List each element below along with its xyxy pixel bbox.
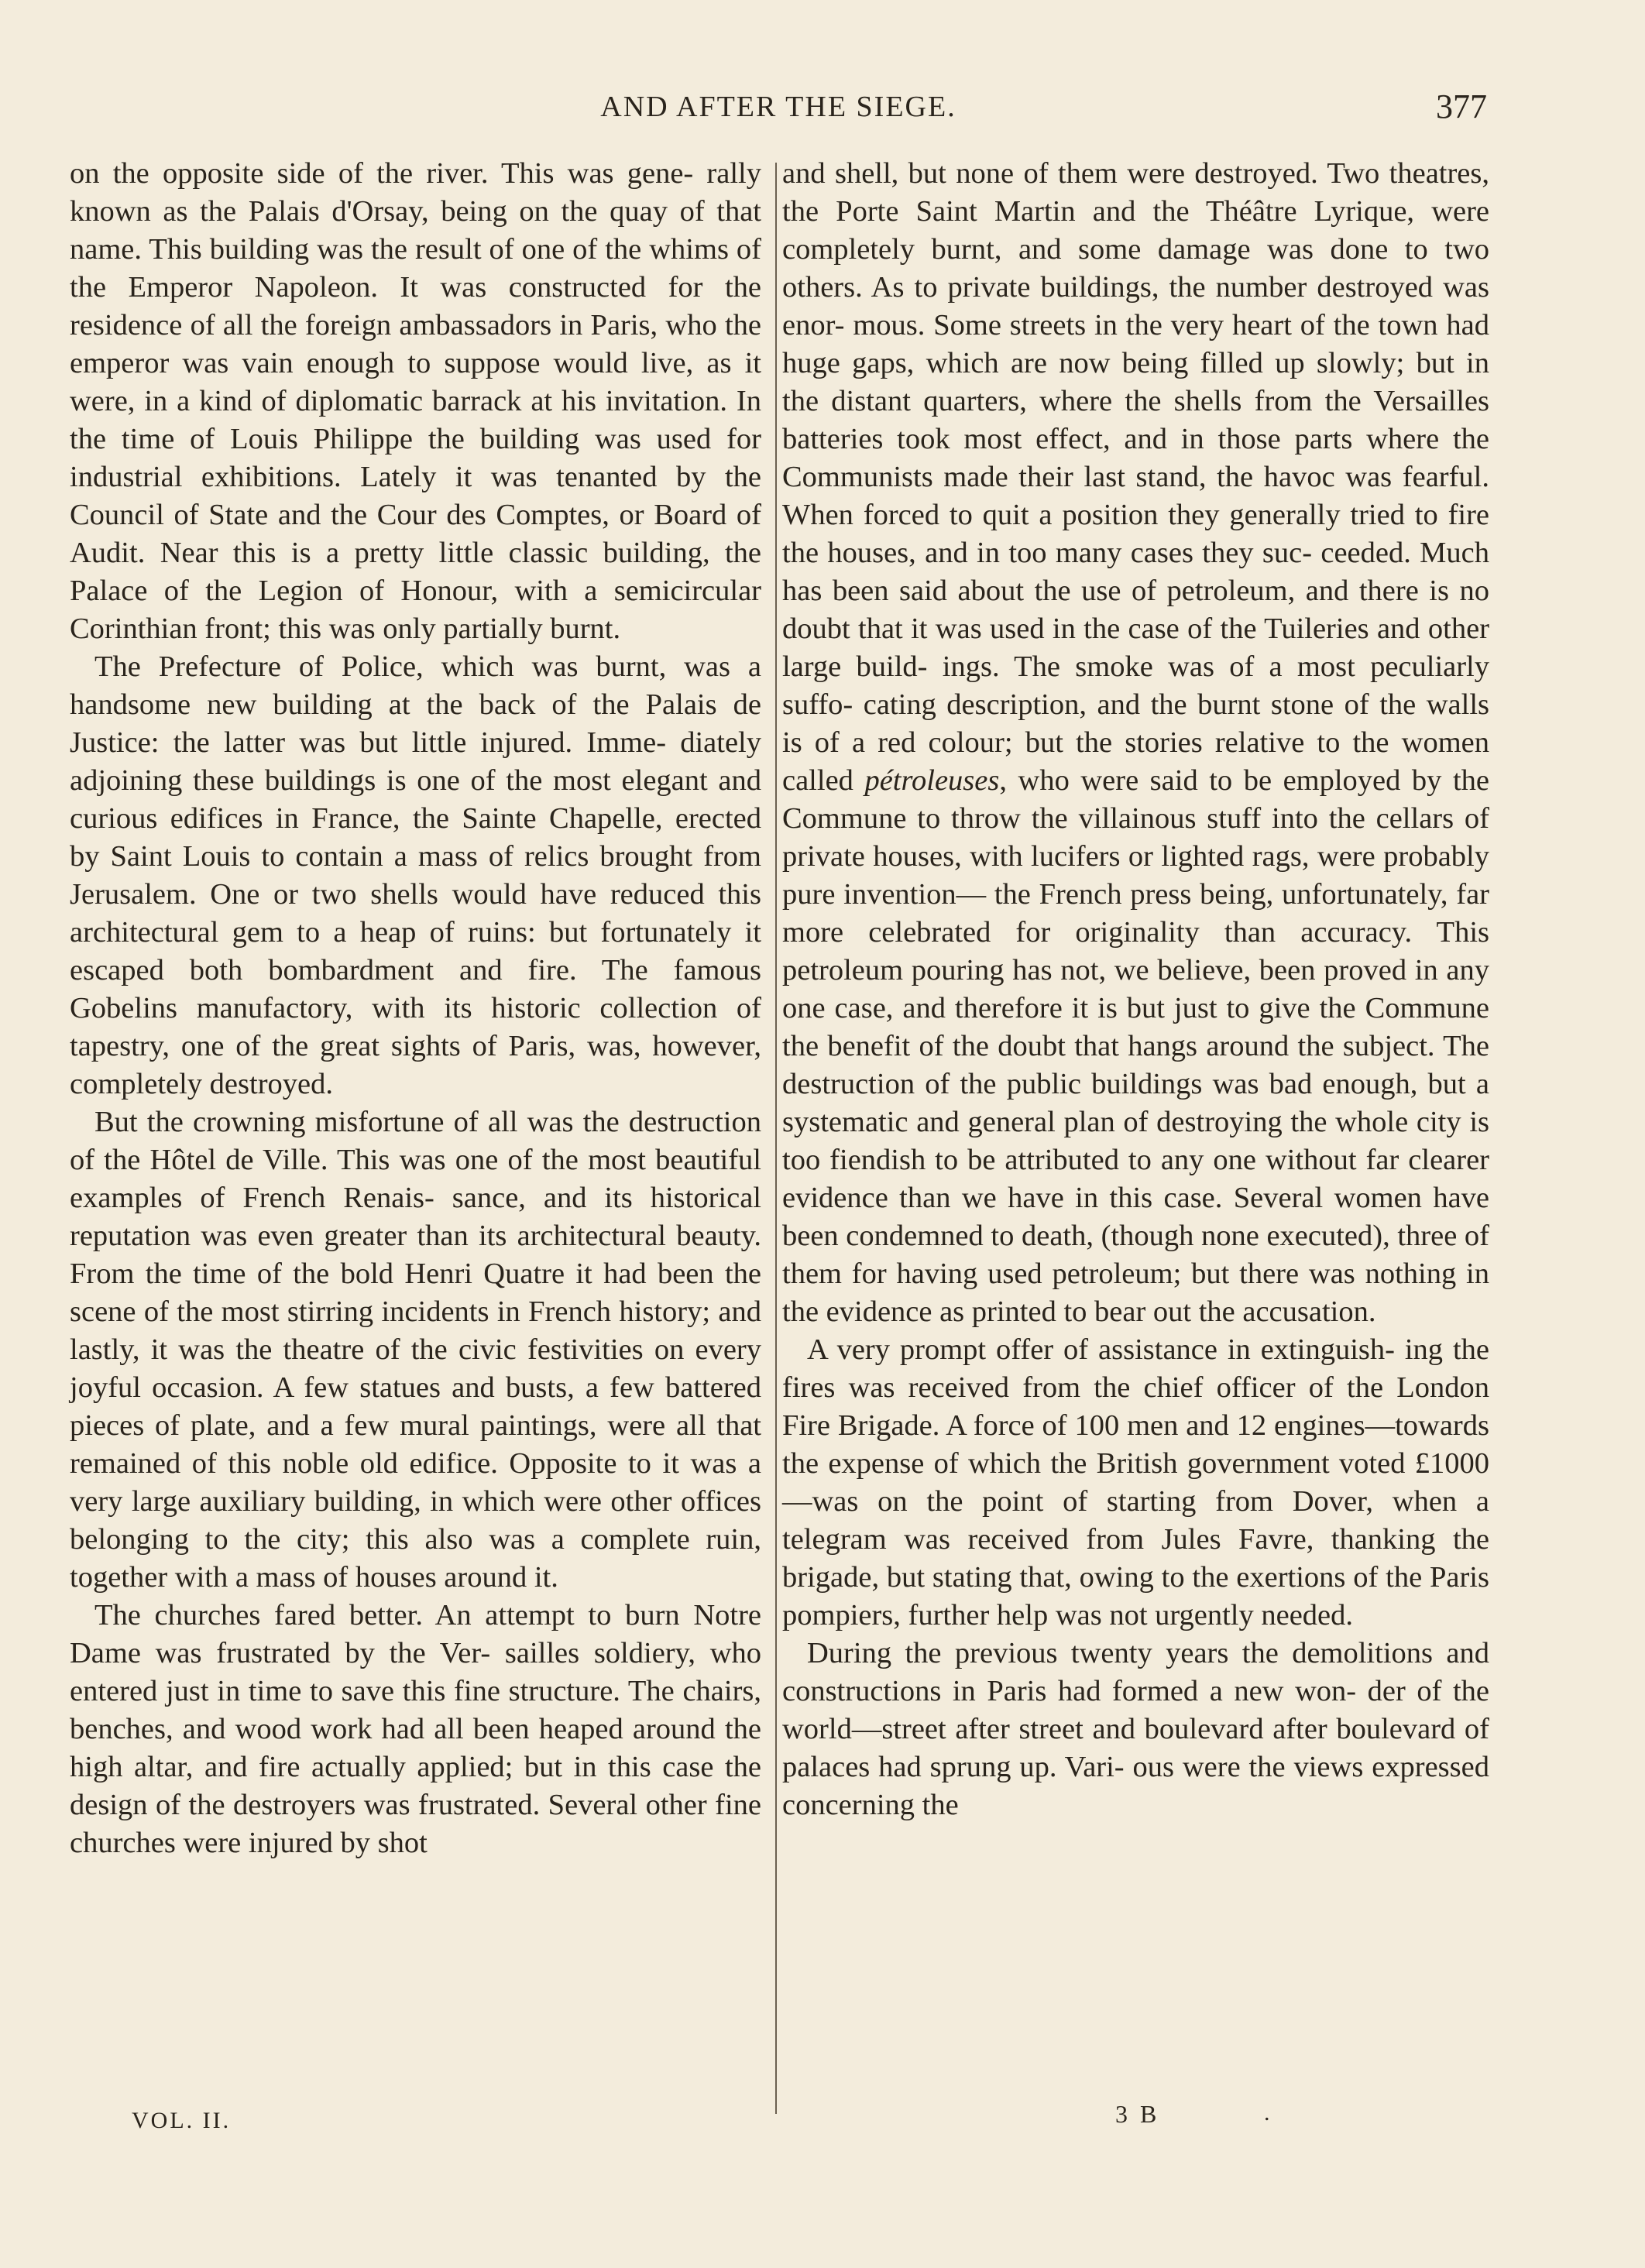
running-title: AND AFTER THE SIEGE. — [600, 91, 956, 123]
page-number: 377 — [1436, 87, 1487, 125]
volume-mark: VOL. II. — [132, 2108, 232, 2133]
column-rule — [775, 163, 777, 2114]
paragraph: During the previous twenty years the demolitions and constructions in Paris had formed a new won- der of the world—street after street and boulevard after boulevard of palaces had sprung up. Vari- ous were the views expressed concerning the — [782, 1637, 1489, 1821]
paragraph: on the opposite side of the river. This was gene- rally known as the Palais d'Orsay, being on the quay of that name. This building was the result of one of the whims of the Emperor Napoleon. It was constructed for the residence of all the foreign ambassadors in Paris, who the emperor was vain enough to suppose would live, as it were, in a kind of diplomatic barrack at his invitation. In the time of Louis Philippe the building was used for industrial exhibitions. Lately it was tenanted by the Council of State and the Cour des Comptes, or Board of Audit. Near this is a pretty little classic building, the Palace of the Legion of Honour, with a semicircular Corinthian front; this was only partially burnt. — [70, 157, 761, 645]
paragraph-text: , who were said to be employed by the Commune to throw the villainous stuff into the cellars of private houses, with lucifers or lighted rags, were probably pure invention— the French press being, unfortunately, far more celebrated for originality than accuracy. This petroleum pouring has not, we believe, been proved in any one case, and therefore it is but just to give the Commune the benefit of the doubt that hangs around the subject. The destruction of the public buildings was bad enough, but a systematic and general plan of destroying the whole city is too fiendish to be attributed to any one without far clearer evidence than we have in this case. Several women have been condemned to death, (though none executed), three of them for having used petroleum; but there was nothing in the evidence as printed to bear out the accusation. — [782, 764, 1489, 1328]
paragraph — [782, 155, 1489, 1331]
paragraph-text: and shell, but none of them were destroyed. Two theatres, the Porte Saint Martin and the Théâtre Lyrique, were completely burnt, and some damage was done to two others. As to private buildings, the number destroyed was enor- mous. Some streets in the very heart of the town had huge gaps, which are now being filled up slowly; but in the distant quarters, where the shells from the Versailles batteries took most effect, and in those parts where the Communists made their last stand, the havoc was fearful. When forced to quit a position they generally tried to fire the houses, and in too many cases they suc- ceeded. Much has been said about the use of petroleum, and there is no doubt that it was used in the case of the Tuileries and other large build- ings. The smoke was of a most peculiarly suffo- cating description, and the burnt stone of the walls is of a red colour; but the stories relative to the women called — [782, 157, 1489, 797]
paragraph: The churches fared better. An attempt to burn Notre Dame was frustrated by the Ver- sailles soldiery, who entered just in time to save this fine structure. The chairs, benches, and wood work had all been heaped around the high altar, and fire actually applied; but in this case the design of the destroyers was frustrated. Several other fine churches were injured by shot — [70, 1599, 761, 1859]
paragraph: But the crowning misfortune of all was the destruction of the Hôtel de Ville. This was one of the most beautiful examples of French Renais- sance, and its historical reputation was even greater than its architectural beauty. From the time of the bold Henri Quatre it had been the scene of the most stirring incidents in French history; and lastly, it was the theatre of the civic festivities on every joyful occasion. A few statues and busts, a few battered pieces of plate, and a few mural paintings, were all that remained of this noble old edifice. Opposite to it was a very large auxiliary building, in which were other offices belonging to the city; this also was a complete ruin, together with a mass of houses around it. — [70, 1106, 761, 1594]
paragraph: The Prefecture of Police, which was burnt, was a handsome new building at the back of the Palais de Justice: the latter was but little injured. Imme- diately adjoining these buildings is one of the most elegant and curious edifices in France, the Sainte Chapelle, erected by Saint Louis to contain a mass of relics brought from Jerusalem. One or two shells would have reduced this architectural gem to a heap of ruins: but fortunately it escaped both bombardment and fire. The famous Gobelins manufactory, with its historic collection of tapestry, one of the great sights of Paris, was, however, completely destroyed. — [70, 650, 761, 1100]
paragraph: A very prompt offer of assistance in extinguish- ing the fires was received from the chief officer of the London Fire Brigade. A force of 100 men and 12 engines—towards the expense of which the British government voted £1000—was on the point of starting from Dover, when a telegram was received from Jules Favre, thanking the brigade, but stating that, owing to the exertions of the Paris pompiers, further help was not urgently needed. — [782, 1333, 1489, 1632]
left-column — [70, 155, 761, 2122]
right-column — [782, 155, 1489, 2122]
stray-dot: . — [1264, 2100, 1270, 2126]
italic-term: pétroleuses — [864, 764, 1000, 797]
running-head — [70, 87, 1487, 133]
signature-mark: 3 B — [1115, 2100, 1160, 2128]
